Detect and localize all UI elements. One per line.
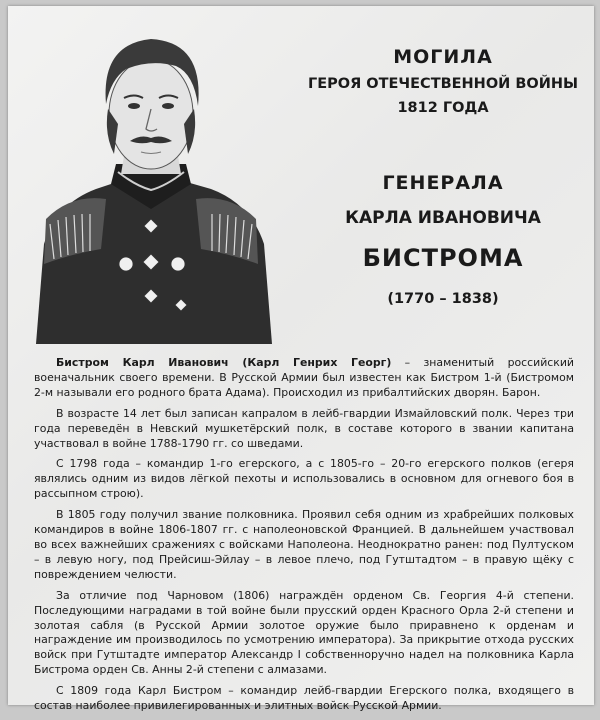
paragraph-intro (34, 356, 574, 401)
intro-text: – знаменитый российский военачальник своего времени. В Русской Армии был известен как Бистром 1-й (Бистромом 2-м называли его родного брата Адама). Происходил из прибалтийских дворян. Барон. (34, 356, 574, 399)
heading-years: (1770 – 1838) (387, 291, 499, 307)
paragraph-commands: С 1798 года – командир 1-го егерского, а с 1805-го – 20-го егерского полков (егеря являлись одним из видов лёгкой пехоты и использовались в основном для огневого боя в рассыпном строю). (34, 457, 574, 501)
heading-general: ГЕНЕРАЛА (382, 172, 504, 194)
general-portrait (26, 14, 276, 344)
paragraph-awards: За отличие под Чарновом (1806) награждён орденом Св. Георгия 4-й степени. Последующими наградами в той войне были прусский орден Красного Орла 2-й степени и золотая сабля (в Русской Армии золотое оружие было приравнено к орденам и награждение им производилось по усмотрению императора). За прикрытие отхода русских войск при Гутштадте император Александр I собственноручно надел на полковника Карла Бистрома орден Св. Анны 2-й степени с алмазами. (34, 588, 574, 677)
memorial-plaque (8, 6, 594, 713)
heading-name: КАРЛА ИВАНОВИЧА (345, 208, 541, 228)
biography-text (34, 356, 574, 720)
full-name: Бистром Карл Иванович (Карл Генрих Георг) (56, 356, 392, 369)
heading-grave: МОГИЛА (393, 46, 493, 68)
portrait-engraving (26, 14, 276, 344)
heading-hero: ГЕРОЯ ОТЕЧЕСТВЕННОЙ ВОЙНЫ (308, 76, 578, 92)
heading-surname: БИСТРОМА (362, 244, 524, 272)
heading-year: 1812 ГОДА (397, 100, 489, 116)
paragraph-guard: С 1809 года Карл Бистром – командир лейб-гвардии Егерского полка, входящего в состав наиболее привилегированных и элитных войск Русской Армии. (34, 684, 574, 713)
paragraph-battles: В 1805 году получил звание полковника. Проявил себя одним из храбрейших полковых командиров в войне 1806-1807 гг. с наполеоновской Францией. В дальнейшем участвовал во всех важнейших сражениях с войсками Наполеона. Неоднократно ранен: под Пултуском – в левую ногу, под Прейсиш-Эйлау – в левое плечо, под Гутштадтом – в правую щёку с повреждением челюсти. (34, 508, 574, 581)
paragraph-early-service: В возрасте 14 лет был записан капралом в лейб-гвардии Измайловский полк. Через три года переведён в Невский мушкетёрский полк, в составе которого в звании капитана участвовал в войне 1788-1790 гг. со шведами. (34, 406, 574, 450)
